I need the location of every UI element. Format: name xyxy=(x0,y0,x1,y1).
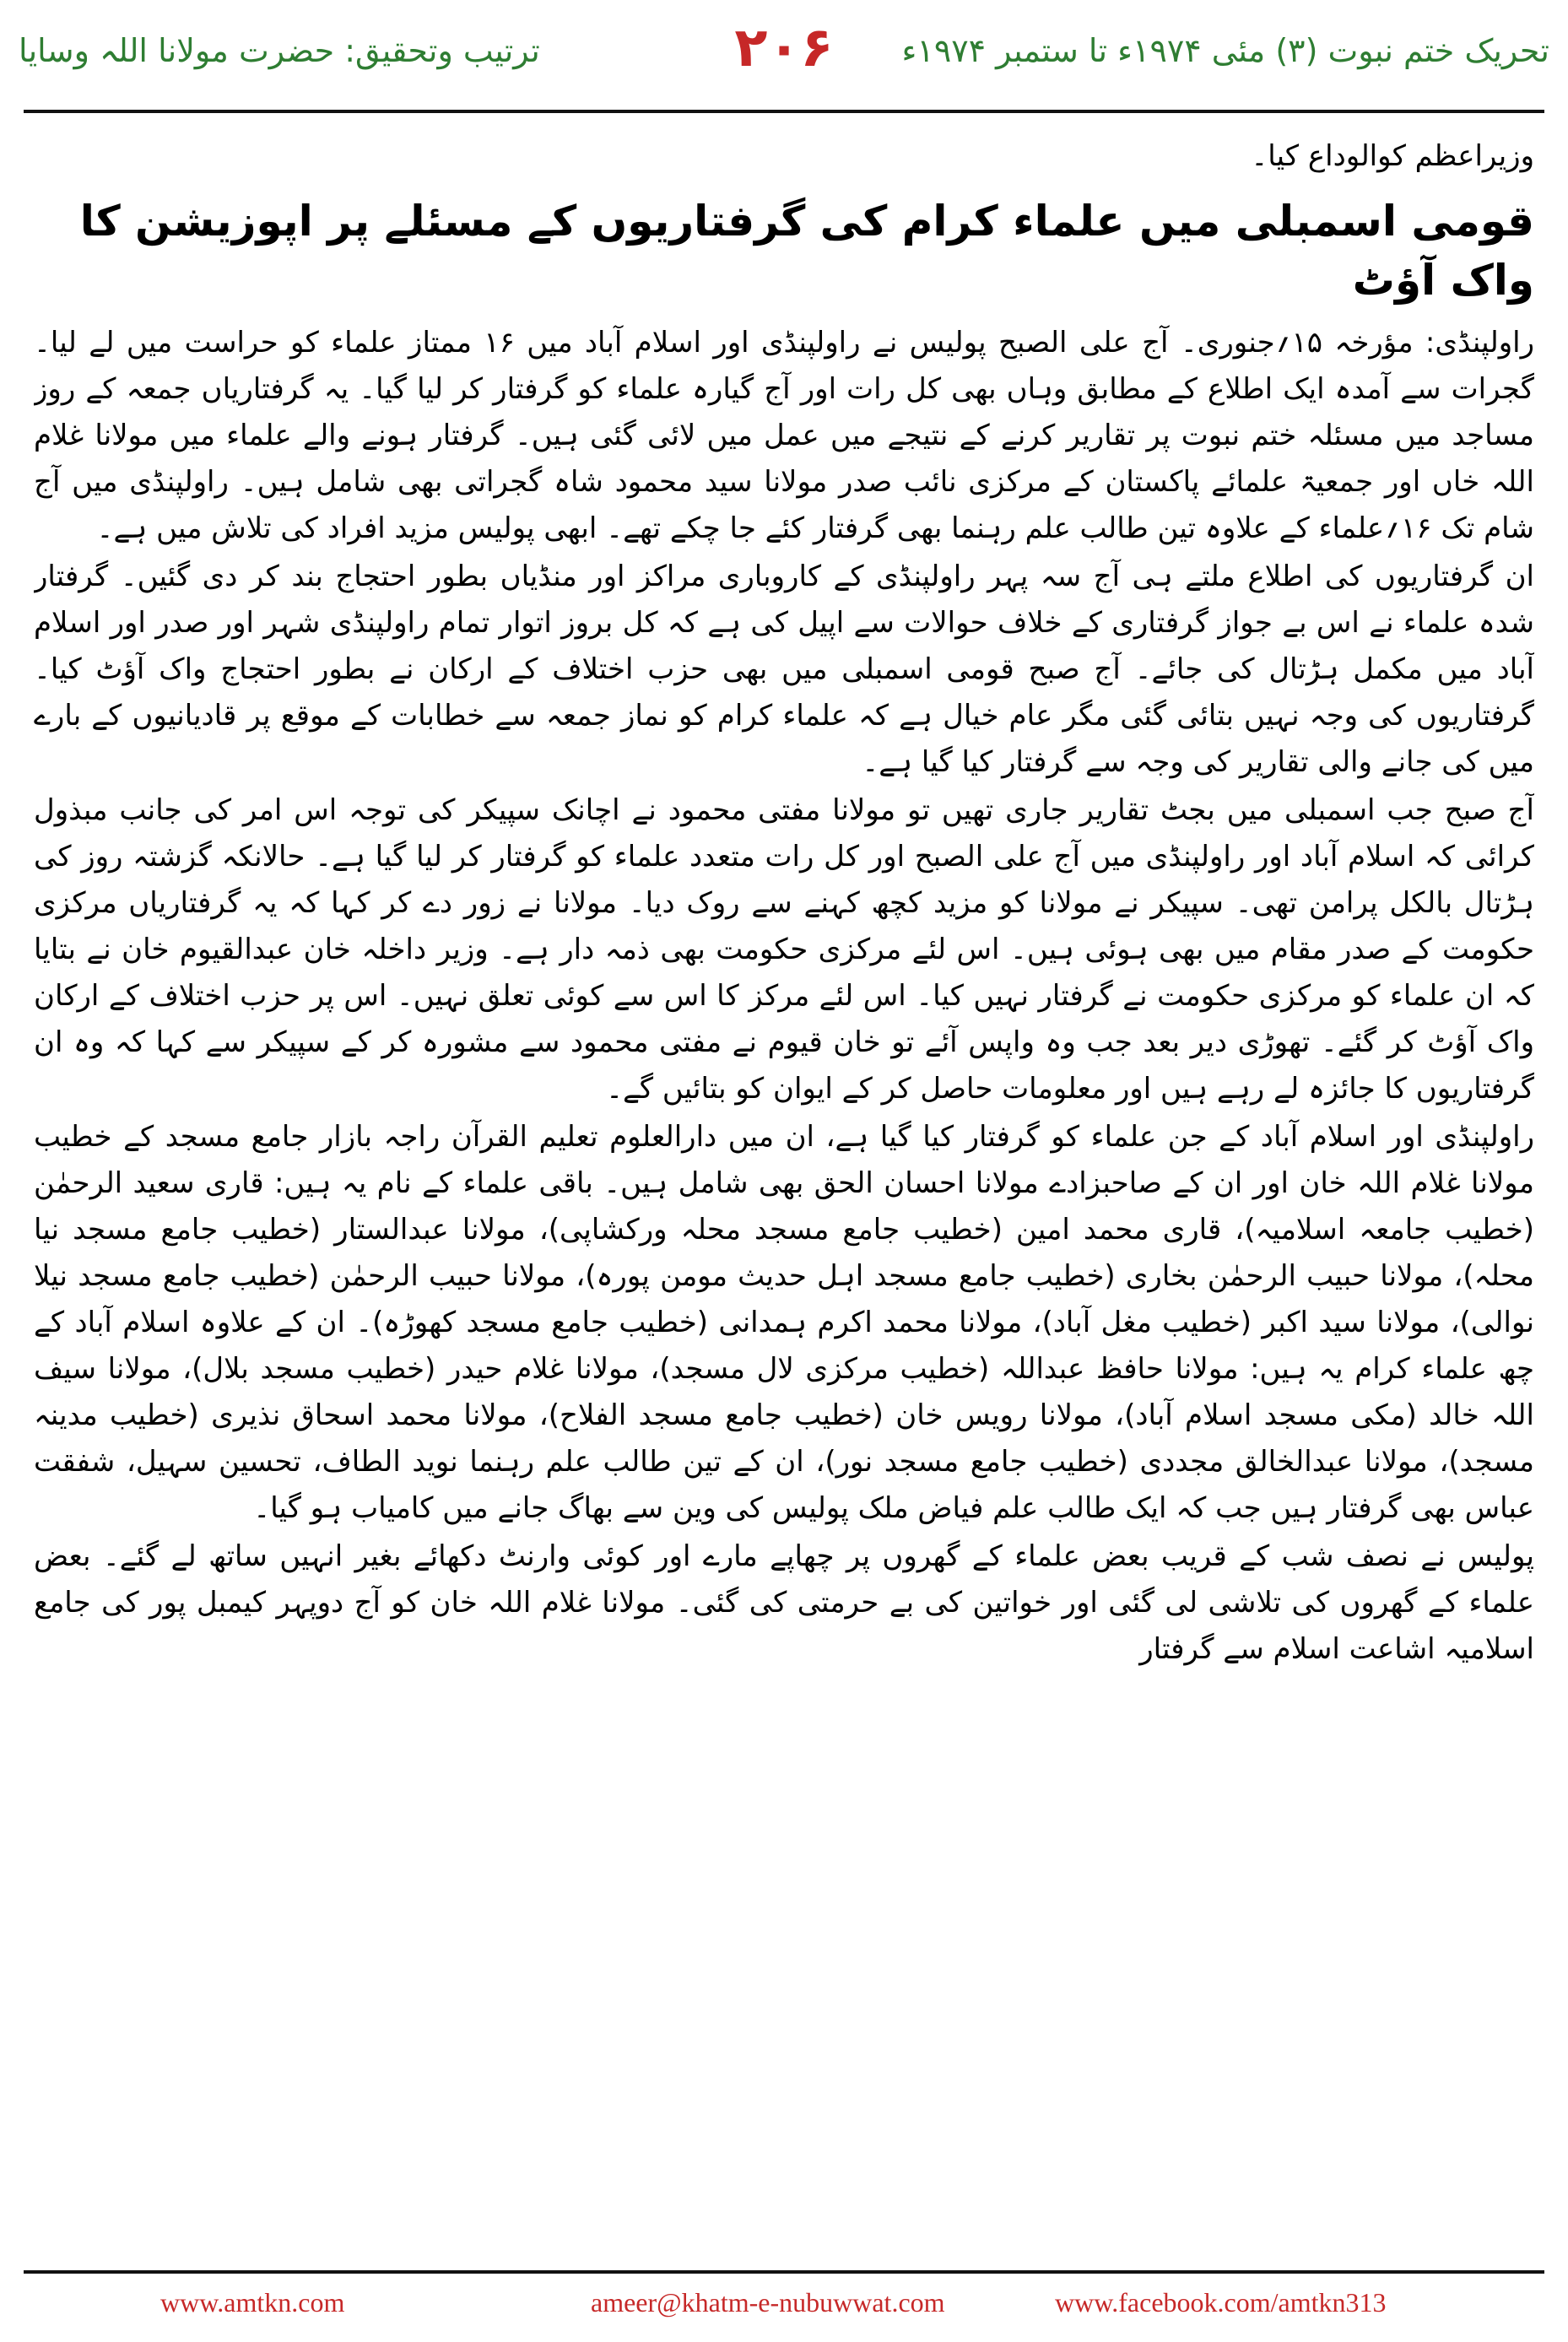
article-title: قومی اسمبلی میں علماء کرام کی گرفتاریوں کے مسئلے پر اپوزیشن کا واک آؤٹ xyxy=(79,197,1534,305)
paragraph-3: آج صبح جب اسمبلی میں بجٹ تقاریر جاری تھیں تو مولانا مفتی محمود نے اچانک سپیکر کی توجہ اس امر کی جانب مبذول کرائی کہ اسلام آباد اور راولپنڈی میں آج علی الصبح اور کل رات متعدد علماء کو گرفتار کر لیا گیا ہے۔ حالانکہ گزشتہ روز کی ہڑتال بالکل پرامن تھی۔ سپیکر نے مولانا کو مزید کچھ کہنے سے روک دیا۔ مولانا نے زور دے کر کہا کہ یہ گرفتاریاں مرکزی حکومت کے صدر مقام میں بھی ہوئی ہیں۔ اس لئے مرکزی حکومت بھی ذمہ دار ہے۔ وزیر داخلہ خان عبدالقیوم خان نے بتایا کہ ان علماء کو مرکزی حکومت نے گرفتار نہیں کیا۔ اس لئے مرکز کا اس سے کوئی تعلق نہیں۔ اس پر حزب اختلاف کے ارکان واک آؤٹ کر گئے۔ تھوڑی دیر بعد جب وہ واپس آئے تو خان قیوم نے مفتی محمود سے مشورہ کر کے سپیکر سے کہا کہ وہ ان گرفتاریوں کا جائزہ لے رہے ہیں اور معلومات حاصل کر کے ایوان کو بتائیں گے۔ xyxy=(34,793,1534,1106)
paragraph-1: راولپنڈی: مؤرخہ ۱۵؍جنوری۔ آج علی الصبح پولیس نے راولپنڈی اور اسلام آباد میں ۱۶ ممتاز علماء کو حراست میں لے لیا۔ گجرات سے آمدہ ایک اطلاع کے مطابق وہاں بھی کل رات اور آج گیارہ علماء کو گرفتار کر لیا گیا۔ یہ گرفتاریاں جمعہ کے روز مساجد میں مسئلہ ختم نبوت پر تقاریر کرنے کے نتیجے میں عمل میں لائی گئی ہیں۔ گرفتار ہونے والے علماء میں مولانا غلام اللہ خاں اور جمعیۃ علمائے پاکستان کے مرکزی نائب صدر مولانا سید محمود شاہ گجراتی بھی شامل ہیں۔ راولپنڈی میں آج شام تک ۱۶؍علماء کے علاوہ تین طالب علم رہنما بھی گرفتار کئے جا چکے تھے۔ ابھی پولیس مزید افراد کی تلاش میں ہے۔ xyxy=(34,326,1534,545)
compiler-credit: ترتیب وتحقیق: حضرت مولانا اللہ وسایا xyxy=(19,32,540,69)
opening-line: وزیراعظم کوالوداع کیا۔ xyxy=(1251,139,1534,173)
facebook-link[interactable]: www.facebook.com/amtkn313 xyxy=(1055,2287,1387,2318)
paragraph-5: پولیس نے نصف شب کے قریب بعض علماء کے گھروں پر چھاپے مارے اور کوئی وارنٹ دکھائے بغیر انہیں ساتھ لے گئے۔ بعض علماء کے گھروں کی تلاشی لی گئی اور خواتین کی بے حرمتی کی گئی۔ مولانا غلام اللہ خان کو آج دوپہر کیمبل پور کی جامع اسلامیہ اشاعت اسلام سے گرفتار xyxy=(34,1539,1534,1666)
book-title: تحریک ختم نبوت (۳) مئی ۱۹۷۴ء تا ستمبر ۱۹۷۴ء xyxy=(901,32,1549,69)
footer-divider xyxy=(24,2270,1544,2274)
page-header xyxy=(0,0,1568,127)
website-link[interactable]: www.amtkn.com xyxy=(160,2287,345,2318)
paragraph-4: راولپنڈی اور اسلام آباد کے جن علماء کو گرفتار کیا گیا ہے، ان میں دارالعلوم تعلیم القرآن راجہ بازار جامع مسجد کے خطیب مولانا غلام اللہ خان اور ان کے صاحبزادے مولانا احسان الحق بھی شامل ہیں۔ باقی علماء کے نام یہ ہیں: قاری سعید الرحمٰن (خطیب جامعہ اسلامیہ)، قاری محمد امین (خطیب جامع مسجد محلہ ورکشاپی)، مولانا عبدالستار (خطیب جامع مسجد نیا محلہ)، مولانا حبیب الرحمٰن بخاری (خطیب جامع مسجد اہل حدیث مومن پورہ)، مولانا حبیب الرحمٰن (خطیب جامع مسجد نیلا نوالی)، مولانا سید اکبر (خطیب مغل آباد)، مولانا محمد اکرم ہمدانی (خطیب جامع مسجد کھوڑہ)۔ ان کے علاوہ اسلام آباد کے چھ علماء کرام یہ ہیں: مولانا حافظ عبداللہ (خطیب مرکزی لال مسجد)، مولانا غلام حیدر (خطیب مسجد بلال)، مولانا سیف اللہ خالد (مکی مسجد اسلام آباد)، مولانا رویس خان (خطیب جامع مسجد الفلاح)، مولانا محمد اسحاق نذیری (خطیب مدینہ مسجد)، مولانا عبدالخالق مجددی (خطیب جامع مسجد نور)، ان کے تین طالب علم رہنما نوید الطاف، تحسین سہیل، شفقت عباس بھی گرفتار ہیں جب کہ ایک طالب علم فیاض ملک پولیس کی وین سے بھاگ جانے میں کامیاب ہو گیا۔ xyxy=(34,1120,1534,1525)
page-number: ۲۰۶ xyxy=(734,17,834,79)
page-footer xyxy=(0,2279,1568,2342)
paragraph-2: ان گرفتاریوں کی اطلاع ملتے ہی آج سہ پہر راولپنڈی کے کاروباری مراکز اور منڈیاں بطور احتجاج بند کر دی گئیں۔ گرفتار شدہ علماء نے اس بے جواز گرفتاری کے خلاف حوالات سے اپیل کی ہے کہ کل بروز اتوار تمام راولپنڈی شہر اور صدر اور اسلام آباد میں مکمل ہڑتال کی جائے۔ آج صبح قومی اسمبلی میں بھی حزب اختلاف کے ارکان نے بطور احتجاج واک آؤٹ کیا۔ گرفتاریوں کی وجہ نہیں بتائی گئی مگر عام خیال ہے کہ علماء کرام کو نماز جمعہ سے خطابات کے موقع پر قادیانیوں کے بارے میں کی جانے والی تقاریر کی وجہ سے گرفتار کیا گیا ہے۔ xyxy=(34,560,1534,779)
email-link[interactable]: ameer@khatm-e-nubuwwat.com xyxy=(591,2287,945,2318)
header-divider xyxy=(24,110,1544,113)
page-body xyxy=(34,127,1534,2253)
